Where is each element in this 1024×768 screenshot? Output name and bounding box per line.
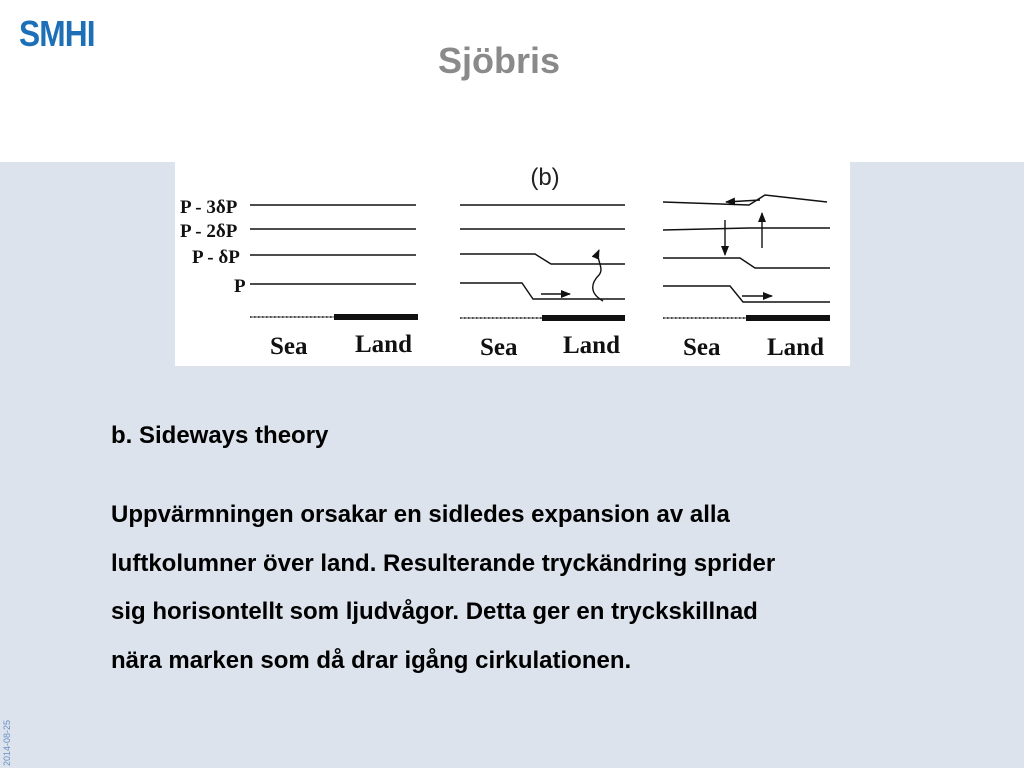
slide-date: 2014-08-25 (2, 719, 12, 766)
panel-1-land-label: Land (355, 331, 412, 358)
panel-3-sea-label: Sea (683, 334, 721, 361)
sea-breeze-diagram (175, 162, 850, 366)
pressure-label-p: P (234, 276, 246, 297)
paragraph-line: luftkolumner över land. Resulterande tryckändring sprider (111, 549, 776, 577)
panel-3-isobars (663, 195, 830, 302)
panel-3-land-label: Land (767, 334, 824, 361)
panel-1-isobars (250, 205, 416, 284)
panel-label: (b) (530, 164, 560, 191)
smhi-logo[interactable]: SMHI (19, 13, 95, 54)
paragraph-line: sig horisontellt som ljudvågor. Detta ger en tryckskillnad (111, 598, 758, 625)
slide-title: Sjöbris (437, 40, 561, 81)
pressure-label-p-2dp: P - 2δP (180, 221, 238, 242)
panel-2-sea-label: Sea (480, 334, 518, 361)
body-paragraph (111, 491, 911, 685)
panel-2-wavy-arrow (593, 250, 603, 301)
pressure-label-p-dp: P - δP (192, 247, 240, 268)
panel-2-land-label: Land (563, 332, 620, 359)
paragraph-line: Uppvärmningen orsakar en sidledes expansion av alla (111, 501, 730, 528)
panel-2-isobars (460, 205, 625, 299)
panel-1-sea-label: Sea (270, 333, 308, 360)
paragraph-line: nära marken som då drar igång cirkulationen. (111, 646, 632, 674)
pressure-label-p-3dp: P - 3δP (180, 197, 238, 218)
section-heading: b. Sideways theory (111, 422, 329, 449)
